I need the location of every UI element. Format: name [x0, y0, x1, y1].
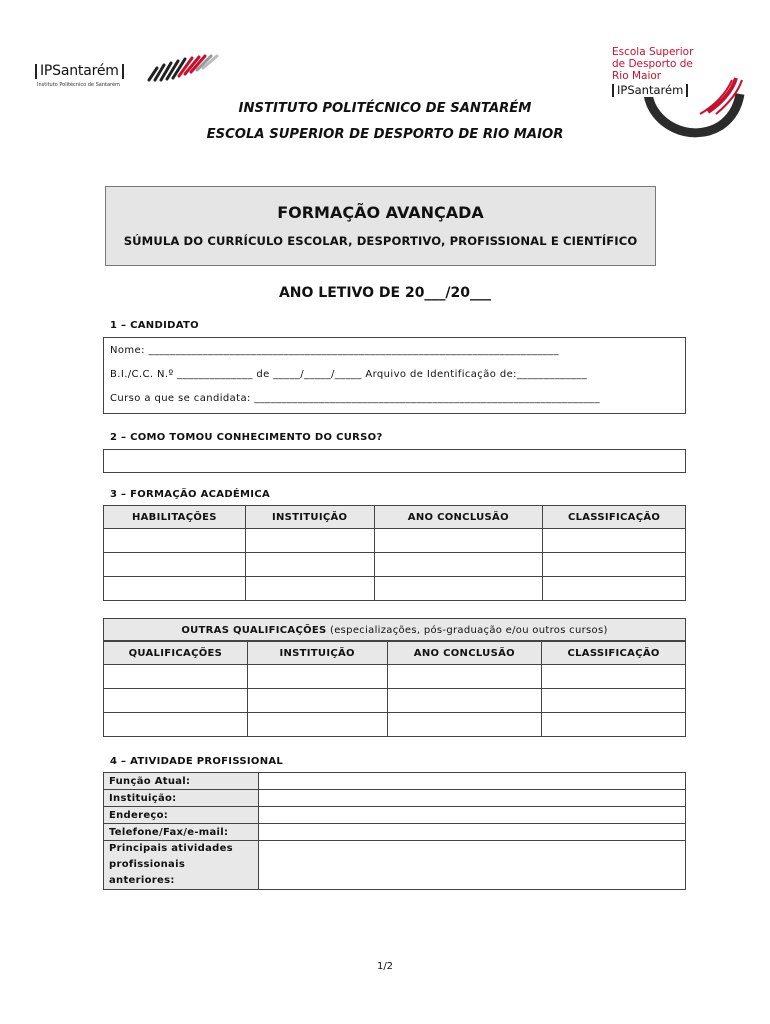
table-header-row: [104, 506, 686, 529]
row-label: Instituição:: [104, 790, 259, 807]
table-cell[interactable]: [104, 577, 246, 601]
outras-table: [103, 641, 686, 737]
table-cell[interactable]: [387, 713, 542, 737]
ano-letivo: ANO LETIVO DE 20___/20___: [278, 285, 492, 301]
row-label: Função Atual:: [104, 773, 259, 790]
contacto-field[interactable]: [258, 824, 685, 841]
table-cell[interactable]: [104, 689, 248, 713]
table-cell[interactable]: [104, 553, 246, 577]
section4-heading: 4 – ATIVIDADE PROFISSIONAL: [110, 756, 284, 767]
curso-field[interactable]: Curso a que se candidata: ________________________________________________________________: [110, 393, 600, 404]
table-cell[interactable]: [247, 689, 387, 713]
logo-right-line2: de Desporto de: [612, 58, 693, 70]
outras-title: OUTRAS QUALIFICAÇÕES: [181, 625, 327, 636]
endereco-field[interactable]: [258, 807, 685, 824]
funcao-field[interactable]: [258, 773, 685, 790]
esdrm-logo-right: [612, 46, 742, 138]
column-header: ANO CONCLUSÃO: [374, 506, 543, 529]
atividade-table: [103, 772, 686, 890]
row-label: Endereço:: [104, 807, 259, 824]
table-header-row: [104, 642, 686, 665]
principais-line2: profissionais: [109, 859, 186, 870]
nome-field[interactable]: Nome: ____________________________________________________________________________: [110, 345, 559, 356]
conhecimento-field[interactable]: [103, 449, 686, 473]
table-row: [104, 529, 686, 553]
row-label: [104, 841, 259, 890]
table-cell[interactable]: [543, 529, 686, 553]
table-cell[interactable]: [387, 689, 542, 713]
institution-name: INSTITUTO POLITÉCNICO DE SANTARÉM: [238, 101, 532, 116]
table-cell[interactable]: [543, 553, 686, 577]
table-cell[interactable]: [374, 577, 543, 601]
table-cell[interactable]: [104, 665, 248, 689]
principais-line3: anteriores:: [109, 875, 175, 886]
table-cell[interactable]: [247, 713, 387, 737]
table-cell[interactable]: [247, 665, 387, 689]
column-header: QUALIFICAÇÕES: [104, 642, 248, 665]
table-cell[interactable]: [245, 553, 374, 577]
school-name: ESCOLA SUPERIOR DE DESPORTO DE RIO MAIOR: [206, 127, 564, 142]
table-cell[interactable]: [542, 665, 686, 689]
table-cell[interactable]: [374, 553, 543, 577]
table-cell[interactable]: [104, 529, 246, 553]
row-label: Telefone/Fax/e-mail:: [104, 824, 259, 841]
column-header: INSTITUIÇÃO: [245, 506, 374, 529]
logo-right-line3: Rio Maior: [612, 70, 662, 82]
table-row: [104, 773, 686, 790]
logo-left-name: IPSantarém: [35, 64, 124, 79]
column-header: INSTITUIÇÃO: [247, 642, 387, 665]
table-cell[interactable]: [542, 713, 686, 737]
form-title: FORMAÇÃO AVANÇADA: [277, 203, 484, 222]
logo-right-name: IPSantarém: [612, 84, 688, 97]
form-subtitle: SÚMULA DO CURRÍCULO ESCOLAR, DESPORTIVO, PROFISSIONAL E CIENTÍFICO: [123, 234, 638, 248]
logo-right-line1: Escola Superior: [612, 46, 694, 58]
column-header: HABILITAÇÕES: [104, 506, 246, 529]
column-header: CLASSIFICAÇÃO: [543, 506, 686, 529]
section3-heading: 3 – FORMAÇÃO ACADÉMICA: [110, 489, 271, 500]
column-header: ANO CONCLUSÃO: [387, 642, 542, 665]
table-row: [104, 824, 686, 841]
formacao-table: [103, 505, 686, 601]
table-cell[interactable]: [374, 529, 543, 553]
table-row: [104, 841, 686, 890]
candidate-box: [103, 337, 686, 414]
principais-word1: Principais atividades: [109, 843, 233, 854]
table-row: [104, 577, 686, 601]
table-cell[interactable]: [245, 529, 374, 553]
logo-left-tagline: Instituto Politécnico de Santarém: [37, 82, 120, 88]
table-row: [104, 689, 686, 713]
title-box: [105, 186, 656, 266]
outras-note: (especializações, pós-graduação e/ou outros cursos): [326, 625, 608, 636]
outras-qualificacoes-header: [103, 618, 686, 641]
table-row: [104, 665, 686, 689]
table-cell[interactable]: [542, 689, 686, 713]
table-cell[interactable]: [104, 713, 248, 737]
table-row: [104, 790, 686, 807]
table-cell[interactable]: [543, 577, 686, 601]
table-row: [104, 553, 686, 577]
page-number: 1/2: [376, 961, 394, 972]
ipsantarem-logo-left: [35, 54, 210, 96]
principais-line1: [109, 841, 258, 857]
stripes-icon: [145, 54, 225, 82]
section1-heading: 1 – CANDIDATO: [110, 320, 199, 331]
section2-heading: 2 – COMO TOMOU CONHECIMENTO DO CURSO?: [110, 432, 383, 443]
bi-field[interactable]: B.I./C.C. N.º ______________ de _____/_____/_____ Arquivo de Identificação de:_____________: [110, 369, 588, 380]
instituicao-field[interactable]: [258, 790, 685, 807]
column-header: CLASSIFICAÇÃO: [542, 642, 686, 665]
table-row: [104, 807, 686, 824]
table-row: [104, 713, 686, 737]
atividades-anteriores-field[interactable]: [258, 841, 685, 890]
table-cell[interactable]: [245, 577, 374, 601]
table-cell[interactable]: [387, 665, 542, 689]
